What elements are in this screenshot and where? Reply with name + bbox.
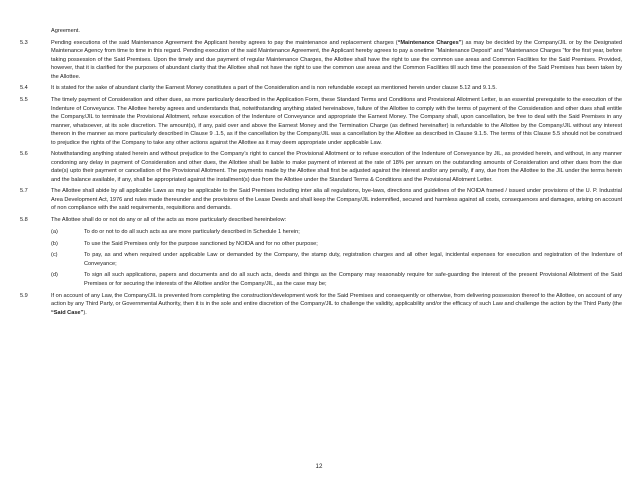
list-item-text: To sign all such applications, papers and documents and do all such acts, deeds and things as the Company may reasonably require for safe-guarding the interest of the present Provisional Allotment of the Said Premises or for securing the interests of the Allottee and/or the Company/JIL, as the case may be; — [84, 272, 622, 287]
clause-number: 5.3 — [20, 39, 28, 46]
clause-text — [51, 39, 622, 82]
clause-number: 5.5 — [20, 97, 28, 104]
clause-text: The Allottee shall abide by all applicable Laws as may be applicable to the Said Premises including inter alia all regulations, bye-laws, directions and guidelines of the NOIDA framed / issued under provisions of the U. P. Industrial Area Development Act, 1976 and rules made thereunder and the provisions of the Lease Deeds and shall keep the Company/JIL indemnified, secured and harmless against all costs, consequences and damages, arising on account of non compliance with the said requirements, requisitions and demands. — [51, 188, 623, 212]
clause-number: 5.9 — [20, 292, 28, 299]
list-item-text: To use the Said Premises only for the purpose sanctioned by NOIDA and for no other purpose; — [84, 240, 318, 247]
clause-text-part: Pending executions of the said Maintenance Agreement the Applicant hereby agrees to pay the maintenance and replacement charges ( — [51, 39, 398, 46]
list-item-text: To pay, as and when required under applicable Law or demanded by the Company, the stamp duty, registration charges and all other legal, incidental expenses for execution and registration of the Indenture of Conveyance; — [84, 252, 622, 267]
clause-number: 5.7 — [20, 188, 28, 195]
clause-5-9 — [20, 292, 622, 318]
clause-text: It is stated for the sake of abundant clarity the Earnest Money constitutes a part of the Consideration and is non refundable except as mentioned herein under clause 5.12 and 9.1.5. — [51, 85, 497, 92]
clause-number: 5.8 — [20, 217, 28, 224]
clause-text: The Allottee shall do or not do any or all of the acts as more particularly described hereinbelow: — [51, 217, 287, 224]
clause-5-3 — [20, 39, 622, 82]
list-item-label: (b) — [51, 240, 58, 247]
list-item — [51, 271, 622, 288]
clause-5-4 — [20, 84, 622, 93]
clause-text-part: ). — [83, 309, 87, 316]
clause-text: Notwithstanding anything stated herein and without prejudice to the Company’s right to cancel the Provisional Allotment or to refuse execution of the Indenture of Conveyance by JIL, as provided herein, and without, in any manner condoning any delay in payment of Consideration and other dues, the Allottee shall be liable to make payment of interest at the rate of 18% per annum on the outstanding amounts of Consideration and other dues from the due date(s) upto their payment or cancellation of the Provisional Allotment. The payments made by the Allottee shall first be adjusted against the interest and/or any penalty, if any, due from the Allottee to the JIL under the terms herein and the balance available, if any, shall be appropriated against the installment(s) due from the Allottee under the Standard Terms & Conditions and the Provisional Allotment Letter. — [51, 151, 622, 183]
list-item-label: (c) — [51, 252, 58, 259]
clause-text-part: ) as may be decided by the Company/JIL or by the Designated Maintenance Agency from time to time in this regard. Pending execution of the said Maintenance Agreement, the Applicant hereby agrees to pay a onetime “Maintenance Deposit” and “Maintenance Charges “for the first year, before taking possession of the Said Premises. Upon the timely and due payment of regular Maintenance Charges, the Allottee shall have the right to use the common use areas and Common Facilities for the Said Premises. Provided, however, that it is clarified for the purposes of abundant clarity that the Allottee shall not have the right to use the common use areas and the Common Facilities till such time the possession of the Said Premises has been taken by the Allottee. — [51, 39, 622, 80]
list-item-label: (a) — [51, 228, 58, 235]
clause-text — [51, 292, 622, 318]
list-item — [51, 240, 622, 249]
list-item — [51, 251, 622, 268]
defined-term: “Maintenance Charges” — [397, 39, 462, 46]
list-item-text: To do or not to do all such acts as are more particularly described in Schedule 1 herein; — [84, 228, 300, 235]
clause-number: 5.4 — [20, 85, 28, 92]
clause-5-8 — [20, 216, 622, 225]
page-number: 12 — [315, 463, 323, 470]
defined-term: “Said Case” — [51, 309, 84, 316]
list-item-label: (d) — [51, 272, 58, 279]
clause-text-part: If on account of any Law, the Company/JIL is prevented from completing the construction/development work for the Said Premises and consequently or otherwise, from delivering possession thereof to the Allottee, on account of any action by any Third Party, or Governmental Authority, then it is in the sole and entire discretion of the Company/JIL to challenge the validity, applicability and/or the efficacy of such Law and challenge the action by the Third Party (the — [51, 292, 622, 308]
clause-5-7 — [20, 187, 622, 213]
clause-5-6 — [20, 150, 622, 184]
clause-text: The timely payment of Consideration and other dues, as more particularly described in the Application Form, these Standard Terms and Conditions and Provisional Allotment Letter, is an essential prerequisite to the execution of the Indenture of Conveyance. The Allottee hereby agrees and understands that, notwithstanding anything stated hereinabove, failure of the Allottee to comply with the terms of payment of the Consideration and other dues shall entitle the Company/JIL to terminate the Provisional Allotment, refuse execution of the Indenture of Conveyance and appropriate the Earnest Money. The Company shall, upon cancellation, be free to deal with the Said Premises in any manner, whatsoever, at its sole discretion. The amount(s), if any, paid over and above the Earnest Money and the Termination Charge (as defined hereinafter) is refundable to the Allottee by the Company/JIL without any interest thereon in the manner as more particularly described in Clause 9 .1.5, as if the cancellation by the Company/JIL was a cancellation by the Allottee as described in Clause 9.1.5. The terms of this Clause 5.5 should not be construed to prejudice the rights of the Company to take any other actions against the Allottee as it may deem appropriate under applicable Law. — [51, 97, 622, 146]
clause-number: 5.6 — [20, 151, 28, 158]
subitem-list — [51, 228, 622, 289]
list-item — [51, 228, 622, 237]
clause-5-5 — [20, 96, 622, 147]
intro-text: Agreement. — [51, 28, 80, 34]
